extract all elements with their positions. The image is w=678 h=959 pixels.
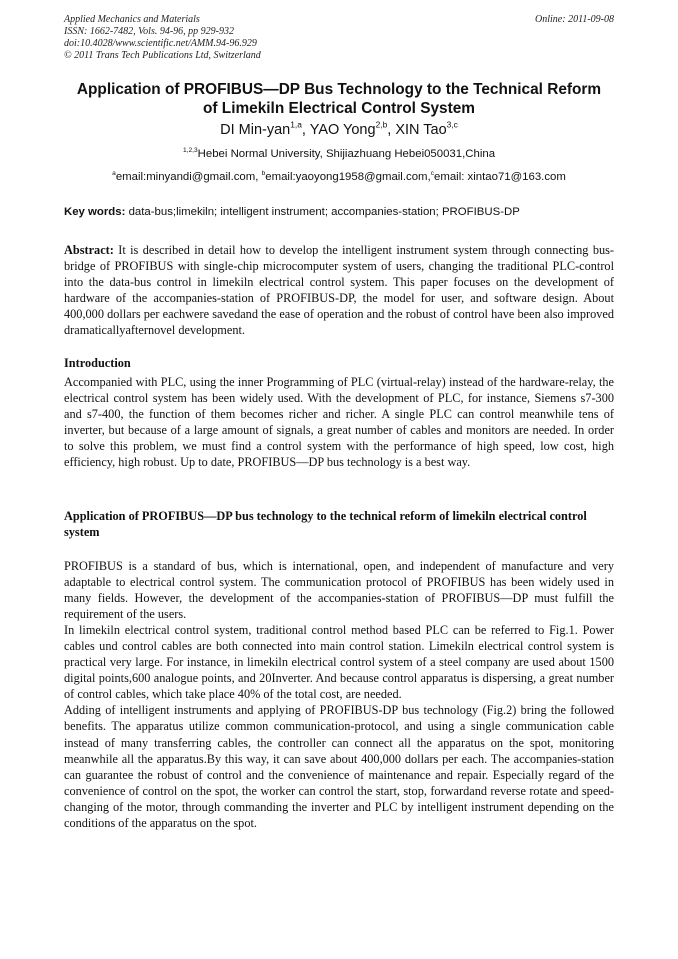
paper-title — [50, 80, 628, 118]
journal-issn: ISSN: 1662-7482, Vols. 94-96, pp 929-932 — [64, 26, 234, 37]
email-a: email:minyandi@gmail.com, — [115, 171, 262, 183]
author-3: XIN Tao — [395, 122, 447, 138]
introduction-body — [64, 374, 614, 470]
author-3-affil-mark: 3,c — [446, 119, 458, 130]
journal-copyright: © 2011 Trans Tech Publications Ltd, Switzerland — [64, 50, 261, 61]
email-b: email:yaoyong1958@gmail.com, — [265, 171, 431, 183]
email-c-mark: c — [430, 170, 434, 178]
affiliation-text: Hebei Normal University, Shijiazhuang Hebei050031,China — [197, 148, 496, 160]
author-1: DI Min-yan — [220, 122, 291, 138]
abstract-label: Abstract: — [64, 243, 114, 257]
email-c: email: xintao71@163.com — [434, 171, 566, 183]
author-1-affil-mark: 1,a — [290, 119, 302, 130]
keywords — [64, 205, 624, 220]
paper-title-line-2: of Limekiln Electrical Control System — [203, 100, 475, 117]
affiliation — [50, 147, 628, 162]
paper-title-line-1: Application of PROFIBUS—DP Bus Technology to the Technical Reform — [76, 81, 602, 98]
author-emails — [50, 170, 628, 185]
journal-header — [64, 14, 261, 62]
abstract-text: It is described in detail how to develop the intelligent instrument system through connecting bus-bridge of PROFIBUS with single-chip microcomputer system of users, changing the traditional PLC-control into the data-bus control in limekiln electrical control system. This paper focuses on the development of hardware of the accompanies-station of PROFIBUS-DP, the model for user, and software design. About 400,000 dollars per eachwere savedand the ease of operation and the robust of control have been also improved dramaticallyafternovel development. — [64, 243, 614, 338]
abstract — [64, 242, 614, 338]
application-paragraph-3: Adding of intelligent instruments and applying of PROFIBUS-DP bus technology (Fig.2) bring the followed benefits. The apparatus utilize common communication-protocol, and using a single communication cable instead of many transferring cables, the controller can connect all the apparatus on the spot, monitoring meanwhile all the apparatus.By this way, it can save about 400,000 dollars per each. The accompanies-station can guarantee the robust of control and the convenience of maintenance and repair. Especially regard of the convenience of control on the spot, the worker can control the start, stop, forwardand reverse rotate and speed-changing of the motor, through commanding the inverter and PLC by intelligent instrument depending on the conditions of the apparatus on the spot. — [64, 703, 614, 830]
email-b-mark: b — [261, 170, 266, 178]
author-list: DI Min-yan$^{1,a}$, YAO Yong$^{2,b}$, XIN Tao$^{3,c}$ — [220, 119, 458, 138]
affiliation-mark: 1,2,3 — [182, 147, 198, 155]
online-date: Online: 2011-09-08 — [535, 14, 614, 25]
introduction-paragraph: Accompanied with PLC, using the inner Programming of PLC (virtual-relay) instead of the hardware-relay, the electrical control system has been widely used. With the development of PLC, for instance, Siemens s7-300 and s7-400, the function of them becomes richer and richer. A single PLC can control meanwhile tens of inverter, but because of a large amount of signals, a great number of cables and monitors are needed. In order to solve this problem, we must find a control system with the performance of high speed, low cost, high efficiency, high robust. Up to date, PROFIBUS—DP bus technology is a best way. — [64, 375, 614, 470]
introduction-heading: Introduction — [64, 356, 131, 370]
journal-name: Applied Mechanics and Materials — [64, 14, 200, 25]
application-paragraph-2: In limekiln electrical control system, traditional control method based PLC can be referred to Fig.1. Power cables und control cables are both connected into main control station. Limekiln electrical control system is practical very large. For instance, in limekiln electrical control system of a steel company are used about 1500 digital points,600 analogue points, and 20Inverter. And because control apparatus is dispersing, a great number of control cables, which take place 40% of the total cost, are needed. — [64, 623, 614, 702]
journal-doi: doi:10.4028/www.scientific.net/AMM.94-96.929 — [64, 38, 257, 49]
application-body — [64, 558, 614, 831]
author-2: YAO Yong — [309, 122, 376, 138]
keywords-text: data-bus;limekiln; intelligent instrument; accompanies-station; PROFIBUS-DP — [125, 206, 520, 218]
email-a-mark: a — [112, 170, 116, 178]
application-heading: Application of PROFIBUS—DP bus technology to the technical reform of limekiln electrical control system — [64, 509, 587, 539]
author-2-affil-mark: 2,b — [375, 119, 388, 130]
application-paragraph-1: PROFIBUS is a standard of bus, which is international, open, and independent of manufacture and very adaptable to electrical control system. The communication protocol of PROFIBUS has been widely used in many fields. However, the development of the accompanies-station of PROFIBUS—DP must fulfill the requirement of the users. — [64, 559, 614, 622]
keywords-label: Key words: — [64, 206, 126, 218]
